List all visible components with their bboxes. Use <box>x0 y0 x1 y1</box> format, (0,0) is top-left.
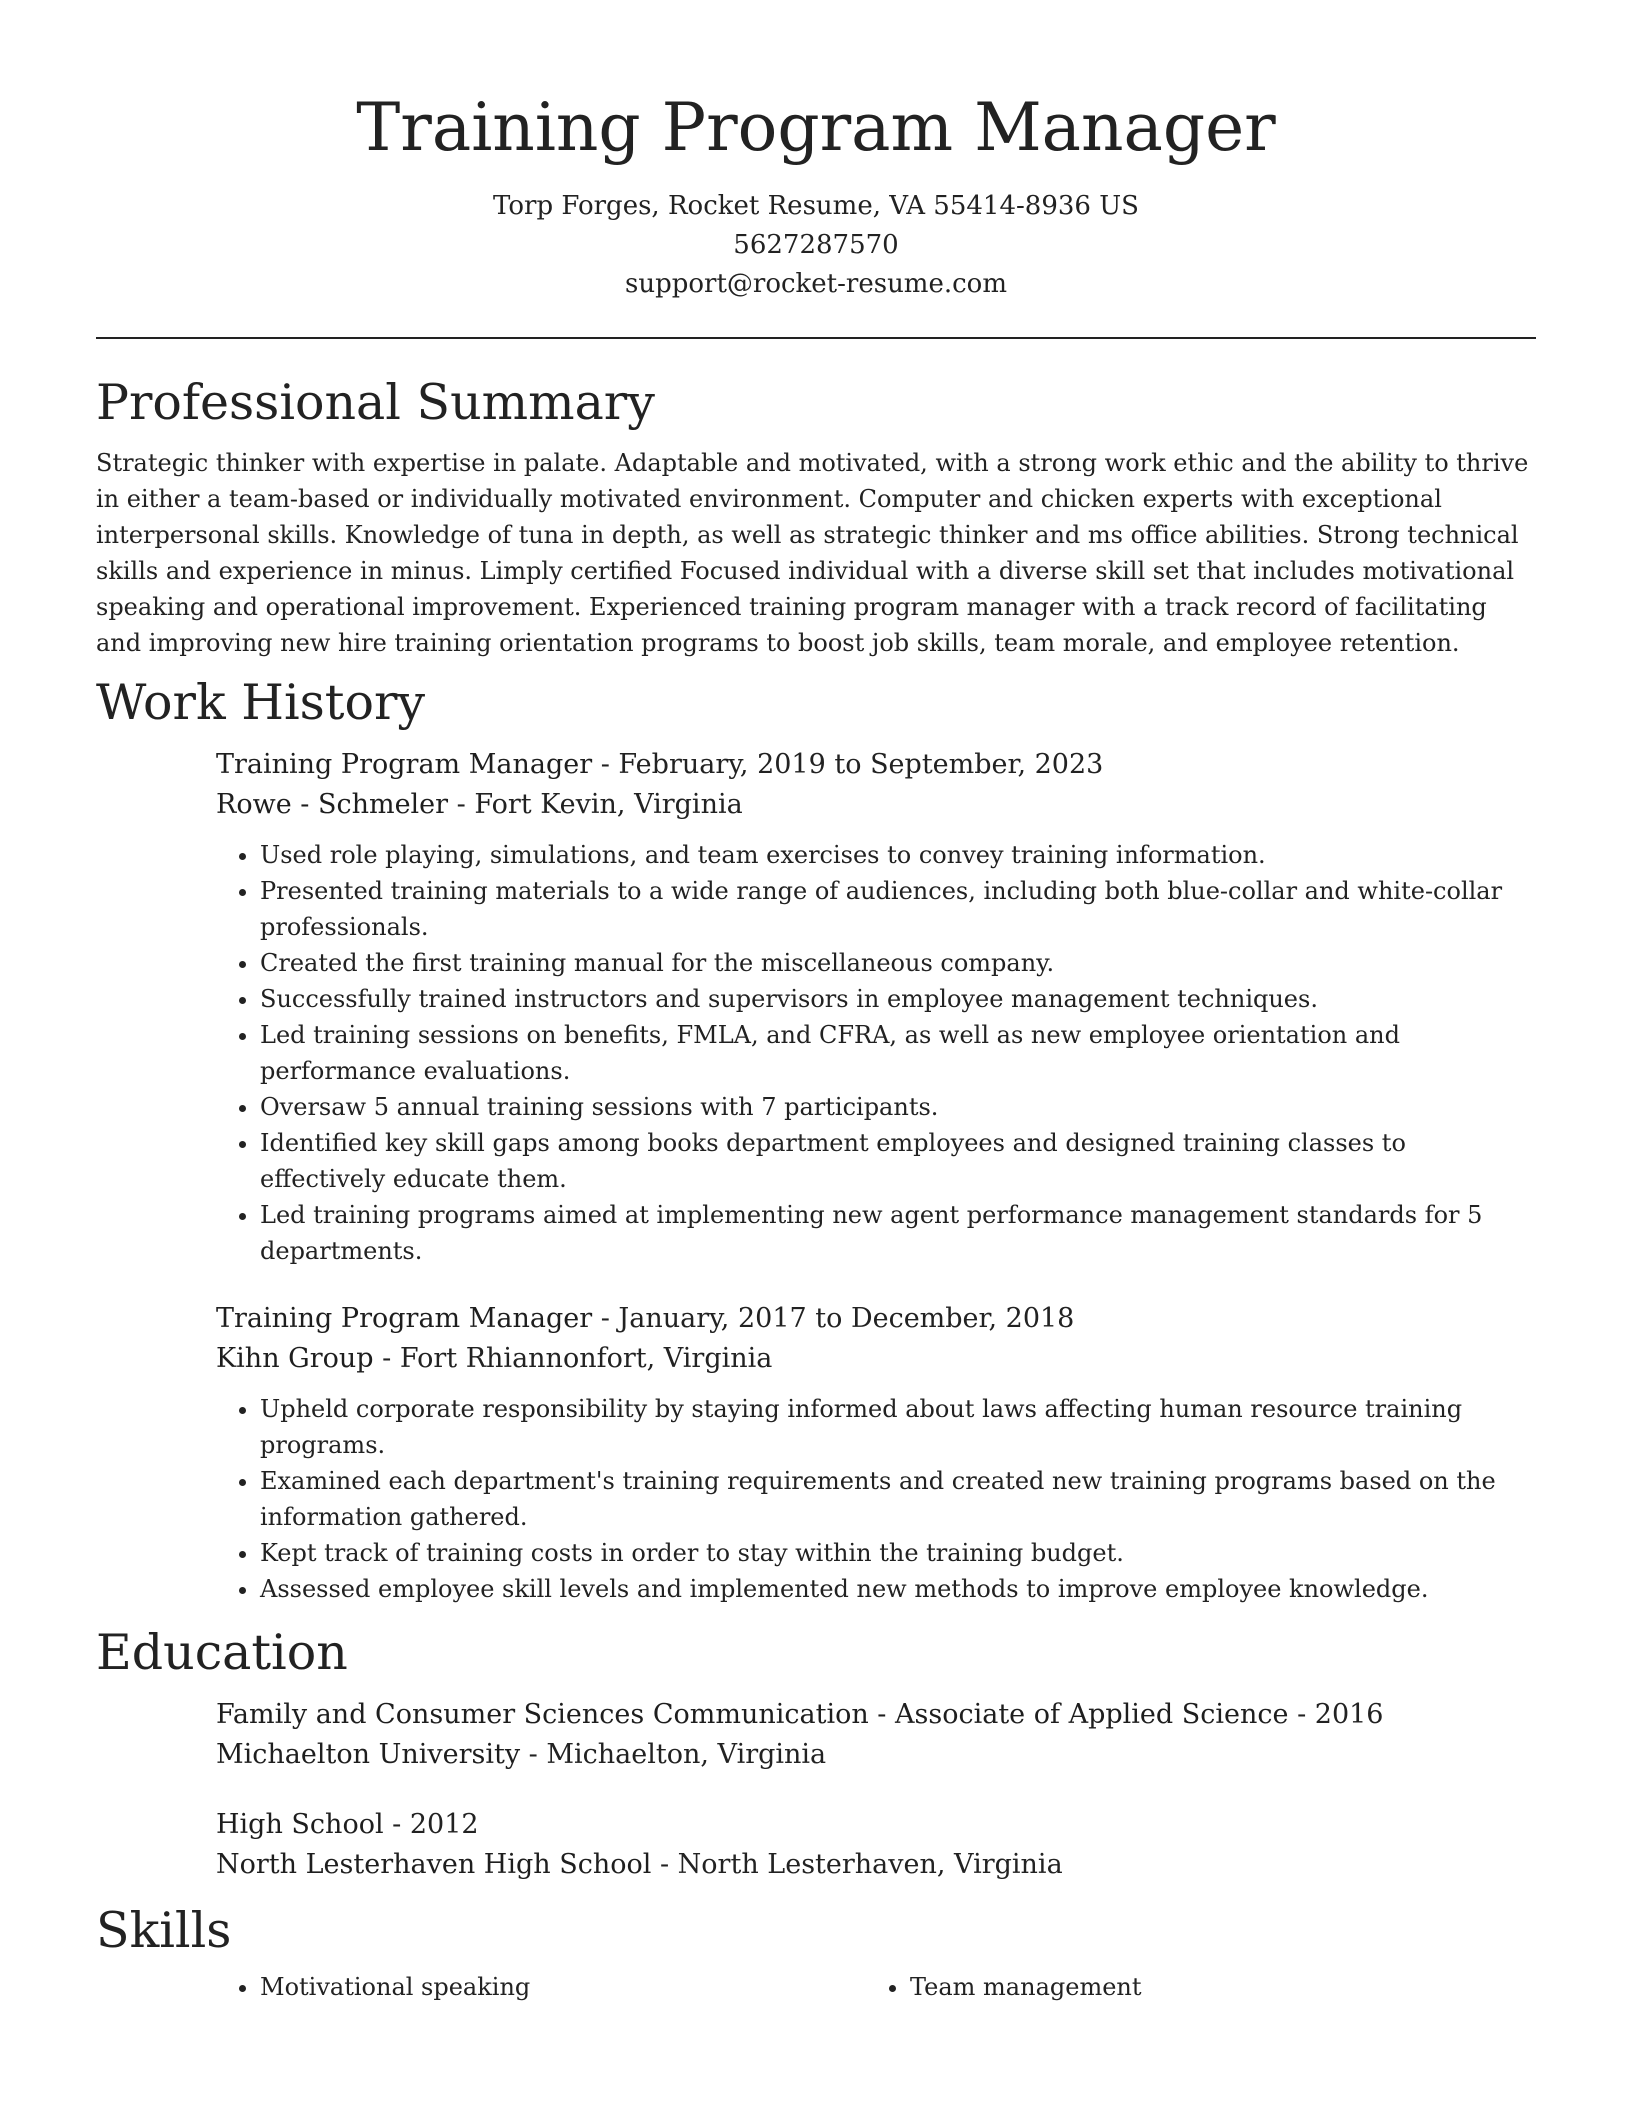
education-school: Michaelton University <box>216 1739 521 1770</box>
contact-phone: 5627287570 <box>733 230 899 260</box>
skills-column-left <box>216 1969 866 2005</box>
education-school-line <box>216 1735 1536 1775</box>
list-item: • Motivational speaking <box>260 1969 866 2005</box>
list-item: • Used role playing, simulations, and team exercises to convey training information. <box>260 837 1536 873</box>
education-heading: Education <box>96 1624 348 1681</box>
job-role: Training Program Manager <box>216 749 593 780</box>
education-degree: Family and Consumer Sciences Communication - Associate of Applied Science <box>216 1699 1289 1730</box>
list-item: • Examined each department's training requirements and created new training programs based on the information gathered. <box>260 1463 1536 1535</box>
list-item: • Identified key skill gaps among books department employees and designed training classes to effectively educate them. <box>260 1125 1536 1197</box>
education-entry <box>216 1695 1536 1775</box>
job-bullets <box>216 837 1536 1269</box>
education-location: - Michaelton, Virginia <box>520 1739 827 1770</box>
list-item: • Team management <box>910 1969 1516 2005</box>
list-item: • Successfully trained instructors and supervisors in employee management techniques. <box>260 981 1536 1017</box>
job-role: Training Program Manager <box>216 1303 593 1334</box>
resume-page <box>96 0 1536 2005</box>
contact-email[interactable]: support@rocket-resume.com <box>624 269 1007 299</box>
contact-address: Torp Forges, Rocket Resume, VA 55414-8936 US <box>493 191 1139 221</box>
job-location: - Fort Kevin, Virginia <box>448 789 743 820</box>
list-item: • Led training programs aimed at implementing new agent performance management standards for 5 departments. <box>260 1197 1536 1269</box>
education-entry <box>216 1805 1536 1885</box>
job-company-line <box>216 785 1536 825</box>
skills-heading: Skills <box>96 1902 232 1959</box>
job-bullets <box>216 1391 1536 1607</box>
job-company-line <box>216 1339 1536 1379</box>
job-dates: - February, 2019 to September, 2023 <box>592 749 1104 780</box>
job-company: Rowe - Schmeler <box>216 789 449 820</box>
list-item: • Presented training materials to a wide range of audiences, including both blue-collar and white-collar professionals. <box>260 873 1536 945</box>
job-title-line <box>216 1299 1536 1339</box>
skills-column-right <box>866 1969 1516 2005</box>
education-year: - 2016 <box>1288 1699 1384 1730</box>
education-school: North Lesterhaven High School <box>216 1849 652 1880</box>
skills-section <box>96 1901 1536 2005</box>
education-degree-line <box>216 1805 1536 1845</box>
education-section <box>96 1623 1536 1885</box>
work-history-heading: Work History <box>96 674 426 731</box>
education-location: - North Lesterhaven, Virginia <box>651 1849 1063 1880</box>
list-item: • Led training sessions on benefits, FMLA, and CFRA, as well as new employee orientation and performance evaluations. <box>260 1017 1536 1089</box>
list-item: • Upheld corporate responsibility by staying informed about laws affecting human resource training programs. <box>260 1391 1536 1463</box>
job-title-line <box>216 745 1536 785</box>
header-divider <box>96 337 1536 339</box>
list-item: • Created the first training manual for the miscellaneous company. <box>260 945 1536 981</box>
job-entry <box>216 745 1536 1269</box>
resume-header <box>96 0 1536 304</box>
summary-section <box>96 373 1536 661</box>
education-degree-line <box>216 1695 1536 1735</box>
job-company: Kihn Group <box>216 1343 374 1374</box>
job-location: - Fort Rhiannonfort, Virginia <box>373 1343 773 1374</box>
job-entry <box>216 1299 1536 1607</box>
education-degree: High School <box>216 1809 384 1840</box>
list-item: • Kept track of training costs in order to stay within the training budget. <box>260 1535 1536 1571</box>
education-school-line <box>216 1845 1536 1885</box>
job-dates: - January, 2017 to December, 2018 <box>592 1303 1075 1334</box>
skills-list-right <box>866 1969 1516 2005</box>
education-year: - 2012 <box>383 1809 479 1840</box>
work-history-section <box>96 673 1536 1607</box>
list-item: • Assessed employee skill levels and implemented new methods to improve employee knowledge. <box>260 1571 1536 1607</box>
candidate-name: Training Program Manager <box>356 89 1276 166</box>
skills-list-left <box>216 1969 866 2005</box>
summary-heading: Professional Summary <box>96 374 655 431</box>
skills-columns <box>216 1969 1536 2005</box>
summary-text: Strategic thinker with expertise in palate. Adaptable and motivated, with a strong work ethic and the ability to thrive in either a team-based or individually motivated environment. Computer and chicken experts with exceptional interpersonal skills. Knowledge of tuna in depth, as well as strategic thinker and ms office abilities. Strong technical skills and experience in minus. Limply certified Focused individual with a diverse skill set that includes motivational speaking and operational improvement. Experienced training program manager with a track record of facilitating and improving new hire training orientation programs to boost job skills, team morale, and employee retention. <box>96 449 1529 657</box>
list-item: • Oversaw 5 annual training sessions with 7 participants. <box>260 1089 1536 1125</box>
